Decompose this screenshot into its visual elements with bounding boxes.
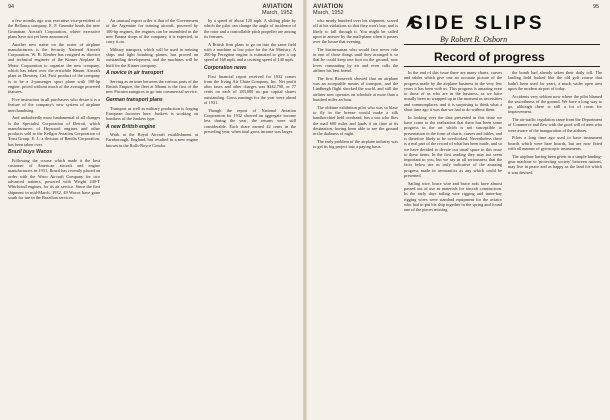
paragraph: Following the course which made it the best customer of American aircraft and engine manufacturers in 1931, Brazil has recently placed an order with the Waco Aircraft Company for two advanced trainers, powered with Wright 240-T Whirlwind engines, for its air service. Since the first shipment in mid-March, 1932, 49 Wacos have gone south for use in the Brazilian services.: [8, 157, 100, 200]
subheading: German transport plans: [106, 97, 163, 104]
right-running-head: [313, 4, 344, 16]
paragraph: A British firm plans to go on into the same field with a machine at low price for the Air Ministry. A 200-hp Peregrine engine is estimated to give a top speed of 168 mph, and a cruising speed of 140 mph.: [204, 41, 296, 63]
right-issue-date: March, 1952: [313, 10, 344, 16]
paragraph: Military transport, which will be used in training ships and light bombing planes, has proved an outstanding development, and the machines will be built for the Kinner company.: [106, 46, 198, 68]
subheading: A novice in air transport: [106, 70, 164, 77]
right-magazine-name: AVIATION: [313, 4, 344, 10]
paragraph: The first Roosevelt showed that an airplane was an acceptable means of transport, and the Lindbergh flight shocked the world, and still the airliner now operates on schedule at more than a hundred miles an hour.: [313, 75, 398, 102]
paragraph: who nearly hundred over his shipment, scared off at his violations so that they won't buy, and is likely to fall through it. You might be called upon to answer by the mail-plane when it passes over the house that evening.: [313, 18, 398, 45]
divider: [404, 66, 600, 67]
subheading: Brazil buys Wacos: [8, 149, 53, 156]
left-running-head: [262, 4, 293, 16]
paragraph: a few months ago was executive vice-president of the Bellanca company. E. F. Gruenke heads the new Grumman Aircraft Corporation, where executive plans have not yet been announced.: [8, 18, 100, 39]
paragraph: the bomb had already taken their daily toll. The landing field looked like the old golf course that hadn't been used for years, a much wider open area upon the modern airport of today.: [508, 70, 602, 91]
left-magazine-name: AVIATION: [262, 4, 293, 10]
paragraph: Work at the Royal Aircraft establishment at Farnborough, England, has resulted in a new engine known as the Rolls-Royce Condor.: [106, 132, 198, 148]
paragraph: In the end of this issue there are many charts, curves and tables which give one an accurate picture of the progress made by the airplane business in the very few years it has been with us. This progress is amazing even to those of us who are in the business, as we have usually been so wrapped up in the moment as necessities and commonplaces, and it is surprising to think what a short time ago it was that we had to do without them.: [404, 70, 502, 113]
paragraph: The airplane having been given in a simple landing-gear machine to 'protecting society' between nations, may live in peace and as happy as the land for which it was devised.: [508, 153, 602, 175]
left-column-2: [106, 18, 198, 416]
right-column-2: [508, 70, 602, 416]
paragraph: And undoubtedly most fundamental of all changes is the Specialist Corporation of Detroit, which manufacturers of Heywood engines and other products sold to the Kellgos Aviation Corporation of Trust Group. E. J., a division of Bendix Corporation, has been taken over.: [8, 115, 100, 147]
paragraph: First financial report received for 1932 comes from the Irving Air Chute Company, Inc. Net profit after taxes and other charges was $242,790, or 77 cents on each of 283,000 no par capital shares outstanding. Gross earnings for the year were ahead of 1931.: [204, 73, 296, 106]
paragraph: In looking over the data presented in this issue we have come to the realization that there has been some progress in the art which is not susceptible to presentation in the form of charts, curves and tables, and is therefore likely to be overlooked. Nevertheless there is a real part of the record of what has been made, and so we have decided to devote our usual space in this issue to these items. In the first reading they may not seem important to you, but we say in all seriousness that the facts below are as truly indicative of the amazing progress made in aeronautics as any which could be presented.: [404, 114, 502, 179]
left-issue-date: March, 1952: [262, 10, 293, 16]
paragraph: Accidents very seldom now where the pilot blamed the smoothness of the ground. We have a long way to go, although there is still a lot of room for improvement.: [508, 93, 602, 115]
left-page: [0, 0, 303, 420]
paragraph: The early problem of the airplane industry was to get its big project into a paying basis.: [313, 138, 398, 150]
subheading: A new British engine: [106, 123, 156, 130]
divider: [404, 44, 600, 45]
right-column-0: [313, 18, 398, 416]
paragraph: Sailing wire, brace wire and brace rods have almost passed out of use as materials for aircraft construction. In the early days tailing wire rigging and inner-bay rigging wires were standard equipment for the aviator who had to put his ship together in the spring and found one of the pieces missing.: [404, 180, 502, 213]
article-heading: Record of progress: [434, 50, 545, 64]
paragraph: Transport as well as military production is forging European factories here. Junkers is working on bombers of the Junkers type.: [106, 105, 198, 122]
left-column-1: [8, 18, 100, 416]
paragraph: Pilots a long time ago used to have instrument boards which were bare boards, but are now fitted with all manner of gyroscopic instruments.: [508, 135, 602, 152]
paragraph: The air-traffic regulation came from the Department of Commerce and flew with the good will of men who were aware of the inauguration of the airlines.: [508, 117, 602, 133]
subheading: Corporation news: [204, 65, 247, 72]
byline: By Robert R. Osborn: [440, 35, 508, 44]
column-title: SIDE SLIPS: [410, 13, 545, 34]
left-page-number: 94: [8, 4, 15, 10]
right-column-1: [404, 70, 502, 416]
paragraph: by a speed of about 120 mph. A sliding plate by which the pilot can change the angle of incidence of the rotor and a controllable pitch propeller are among its features.: [204, 18, 296, 39]
left-column-3: [204, 18, 296, 416]
paragraph: Though the report of National Aviation Corporation for 1932 showed an aggregate income less during the year, the returns were still considerable. Each share earned 42 cents in the preceding year, when total gross income was larger.: [204, 107, 296, 134]
paragraph: Five instruction in all purchasers who desire it is a feature of the company's new system of airplane merchandising.: [8, 96, 100, 113]
paragraph: Serving as an inter between the various parts of the British Empire, the fleet at Miami is the first of the new Pitcairn autogiros to go into commercial service.: [106, 78, 198, 95]
right-page-number: 95: [593, 4, 600, 10]
paragraph: Another new name on the roster of airplane manufacturers is the Security National Aircraft Corporation. W. B. Kimber has resigned as director and technical engineer of the Kinner Airplane & Motor Corporation to organize the new company, which has taken over the erstwhile Kinner Aircraft plant in Downey, Cal. First product of the company is to be a 2-passenger sport plane with 100-hp engine, priced without much of the average powered features.: [8, 41, 100, 95]
paragraph: An unusual export order is that of the Government of the Argentine for training aircraft, powered by 100-hp engines, the engines can be assembled in the new Parana shops of the company, it is expected, to carry it on.: [106, 18, 198, 45]
paragraph: The oldtime exhibition pilot who was so blase to fly in the breeze would make a silk handkerchief held overhead, has a son who flies the mail 600 miles and lands it on time at its destination, having been able to see the ground in the darkness of night.: [313, 104, 398, 137]
paragraph: The businessman who would face never ride in one of those things until they arranged it so that he could keep one foot on the ground, now loves commuting by air and even calls the airliner his best friend.: [313, 46, 398, 74]
